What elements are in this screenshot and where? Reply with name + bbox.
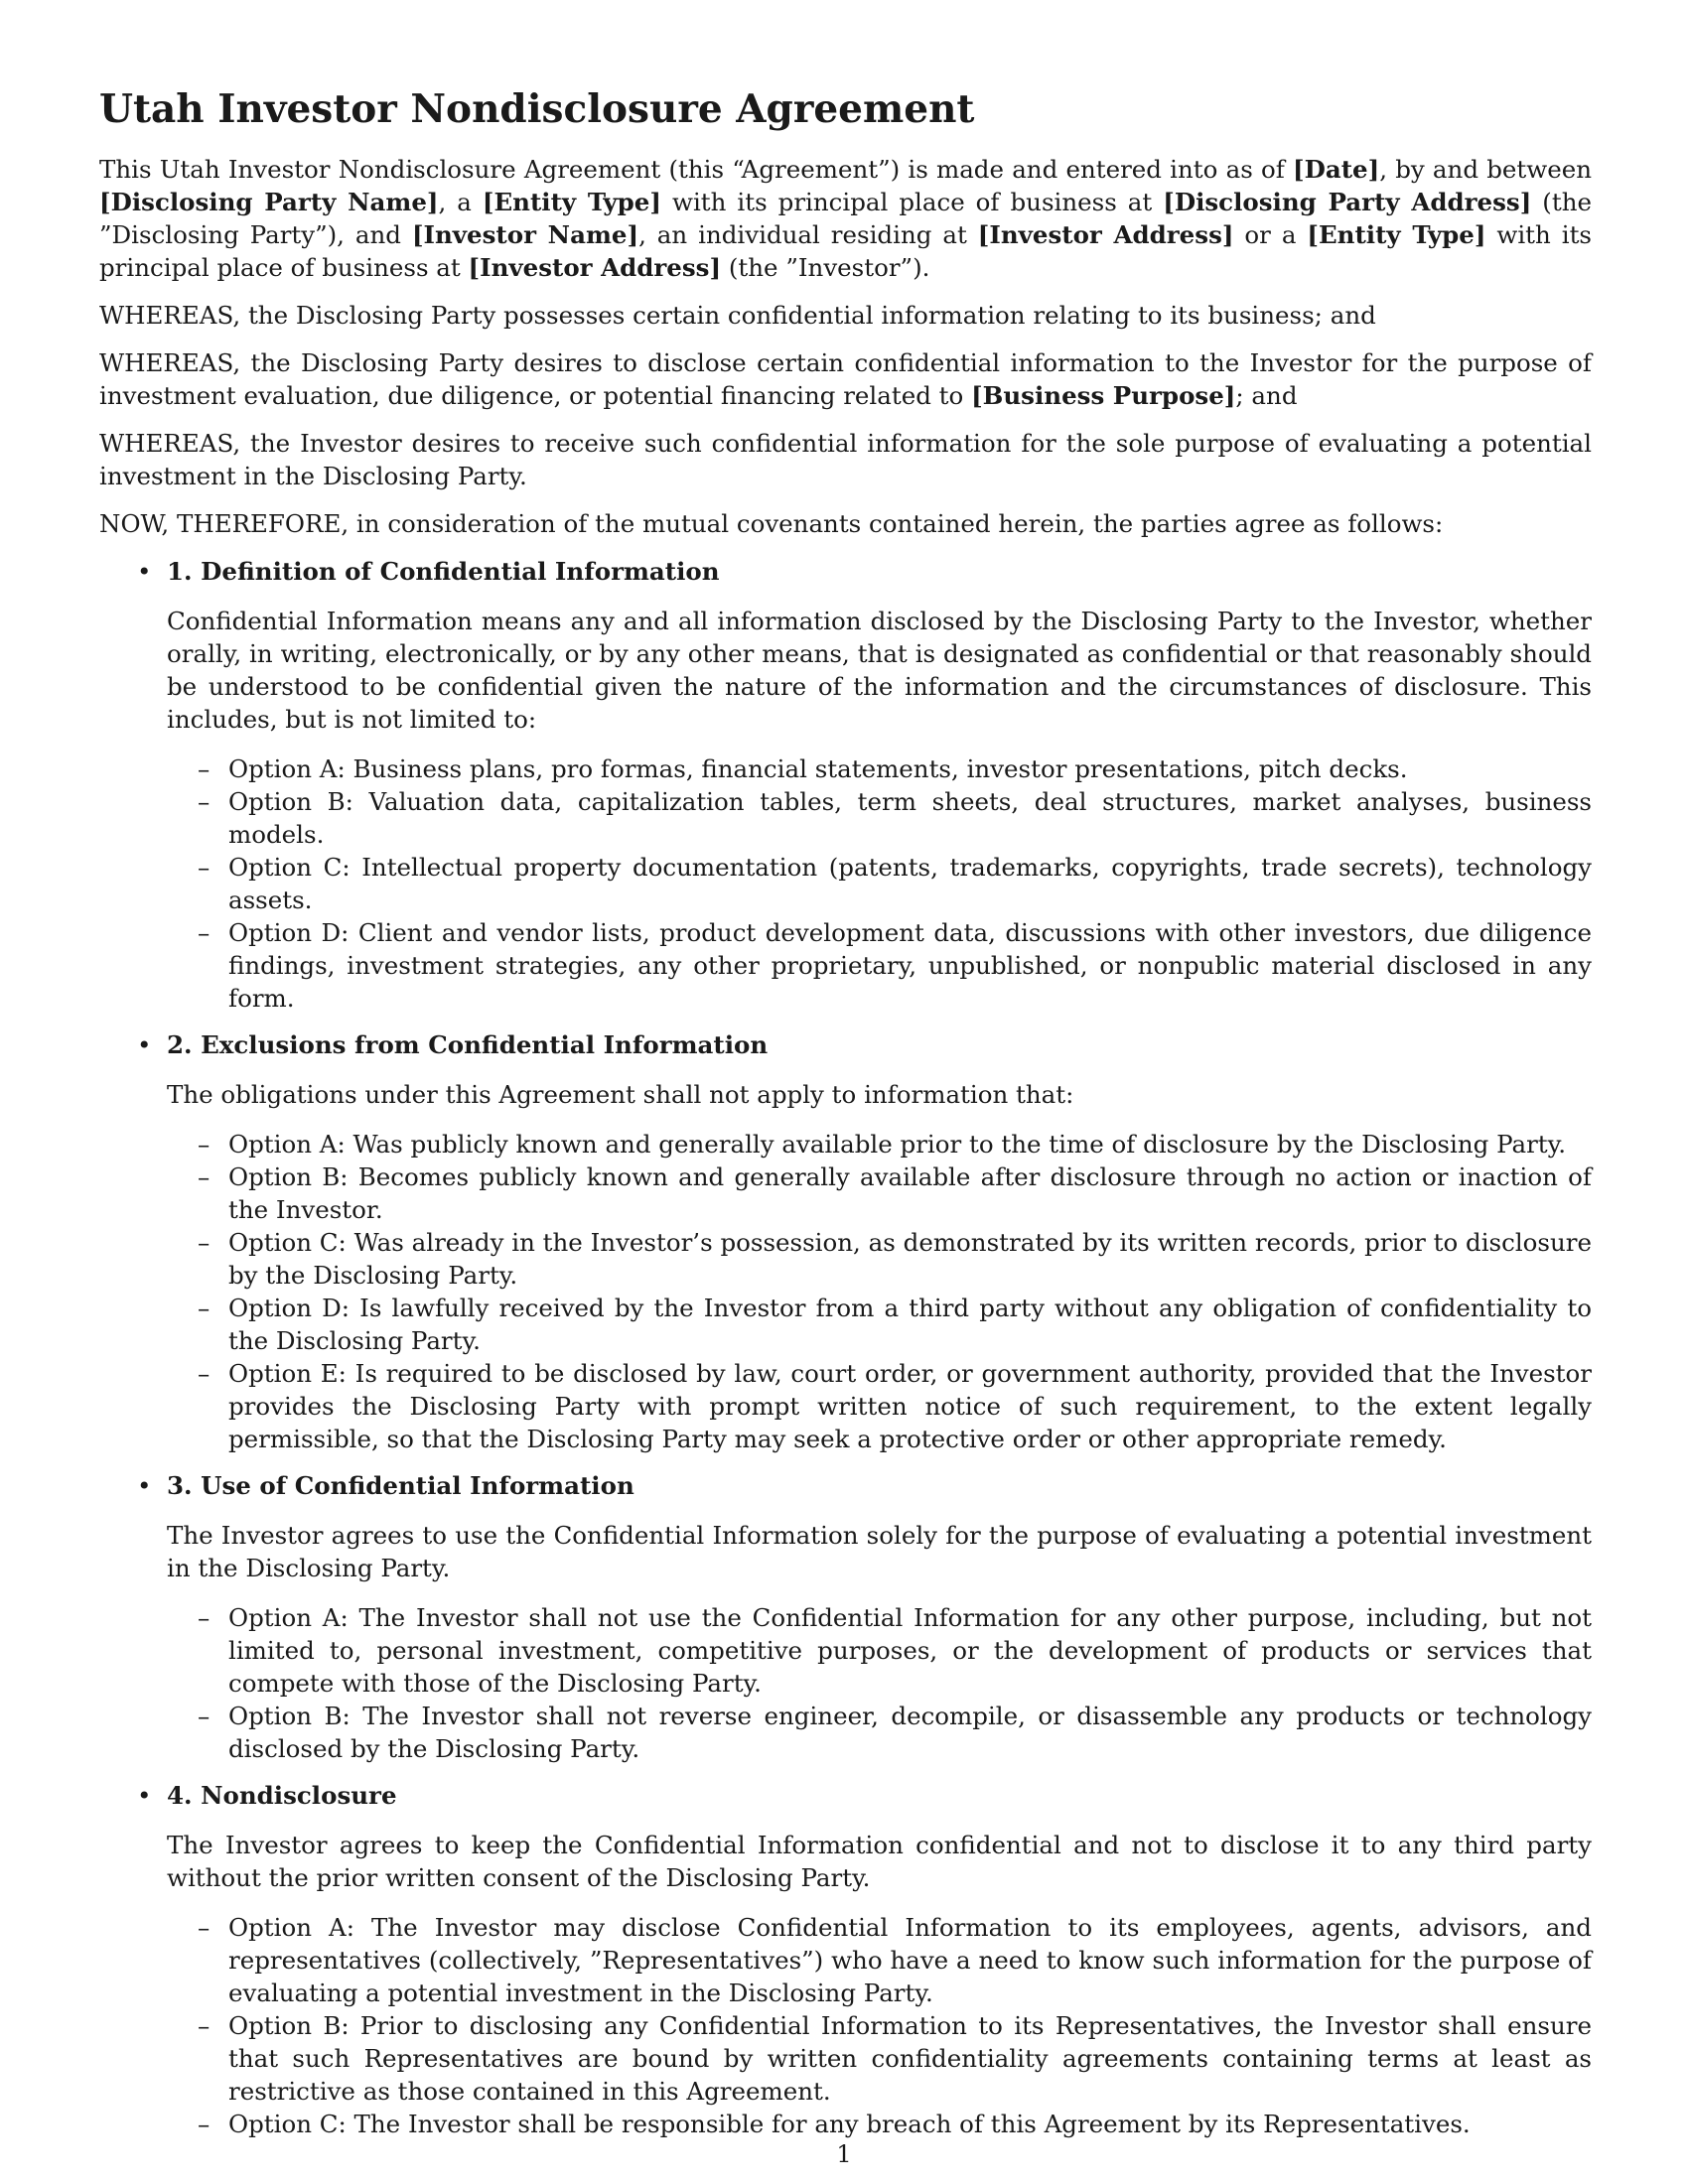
date-placeholder: [Date] — [1293, 155, 1380, 184]
dash-marker: – — [198, 1913, 211, 1942]
intro-paragraph: This Utah Investor Nondisclosure Agreement (this “Agreement”) is made and entered into as of [Date], by and between [Disclosing Party Name], a [Entity Type] with its principal place of business at [Disclosing Party Address] (the ”Disclosing Party”), and [Investor Name], an individual residing at [Investor Address] or a [Entity Type] with its principal place of business at [Investor Address] (the ”Investor”). — [99, 155, 1593, 282]
option-item — [167, 2009, 1592, 2108]
page-number: 1 — [836, 2140, 852, 2168]
option-item — [167, 752, 1592, 785]
option-text: Option A: Was publicly known and generally available prior to the time of disclosure by the Disclosing Party. — [228, 1130, 1567, 1159]
dash-marker: – — [198, 853, 211, 882]
section-body: The Investor agrees to use the Confidential Information solely for the purpose of evaluating a potential investment in the Disclosing Party. — [167, 1521, 1592, 1582]
business-purpose-placeholder: [Business Purpose] — [971, 381, 1236, 410]
option-text: Option D: Is lawfully received by the Investor from a third party without any obligation of confidentiality to the Disclosing Party. — [228, 1294, 1592, 1355]
dash-marker: – — [198, 1162, 211, 1191]
entity-type-placeholder: [Entity Type] — [482, 188, 661, 216]
investor-address-placeholder: [Investor Address] — [977, 220, 1234, 249]
option-text: Option E: Is required to be disclosed by law, court order, or government authority, provided that the Investor provides the Disclosing Party with prompt written notice of such requirement, to the extent legally permissible, so that the Disclosing Party may seek a protective order or other appropriate remedy. — [228, 1359, 1592, 1453]
option-text: Option D: Client and vendor lists, product development data, discussions with other investors, due diligence findings, investment strategies, any other proprietary, unpublished, or nonpublic material disclosed in any form. — [228, 918, 1592, 1013]
option-list — [167, 1601, 1592, 1765]
dash-marker: – — [198, 1603, 211, 1632]
option-text: Option A: Business plans, pro formas, financial statements, investor presentations, pitch decks. — [228, 754, 1408, 783]
option-item — [167, 1128, 1592, 1160]
document-page — [99, 85, 1592, 2154]
bullet-marker: • — [137, 557, 152, 586]
bullet-marker: • — [137, 1781, 152, 1810]
option-item — [167, 1700, 1592, 1765]
section-item — [99, 1028, 1592, 1455]
investor-address-placeholder: [Investor Address] — [468, 253, 722, 282]
option-item — [167, 1601, 1592, 1700]
dash-marker: – — [198, 2011, 211, 2040]
dash-marker: – — [198, 918, 211, 947]
disclosing-party-name-placeholder: [Disclosing Party Name] — [99, 188, 439, 216]
option-item — [167, 1292, 1592, 1357]
option-item — [167, 1160, 1592, 1226]
section-body: The obligations under this Agreement shall not apply to information that: — [167, 1080, 1074, 1109]
section-item — [99, 1779, 1592, 2140]
option-list — [167, 752, 1592, 1015]
option-text: Option B: Prior to disclosing any Confidential Information to its Representatives, the Investor shall ensure that such Representatives are bound by written confidentiality agreements containing terms at least as restrictive as those contained in this Agreement. — [228, 2011, 1592, 2106]
option-text: Option C: Intellectual property documentation (patents, trademarks, copyrights, trade secrets), technology assets. — [228, 853, 1592, 914]
section-list — [99, 555, 1592, 2140]
dash-marker: – — [198, 787, 211, 816]
dash-marker: – — [198, 1130, 211, 1159]
bullet-marker: • — [137, 1030, 152, 1059]
dash-marker: – — [198, 1702, 211, 1730]
section-item — [99, 555, 1592, 1015]
option-list — [167, 1128, 1592, 1455]
whereas-clause: WHEREAS, the Investor desires to receive such confidential information for the sole purpose of evaluating a potential investment in the Disclosing Party. — [99, 429, 1592, 490]
section-item — [99, 1469, 1592, 1765]
dash-marker: – — [198, 2110, 211, 2138]
option-text: Option B: Valuation data, capitalization tables, term sheets, deal structures, market analyses, business models. — [228, 787, 1592, 849]
section-heading: 4. Nondisclosure — [167, 1781, 397, 1810]
document-title: Utah Investor Nondisclosure Agreement — [99, 86, 975, 132]
dash-marker: – — [198, 754, 211, 783]
section-body: The Investor agrees to keep the Confidential Information confidential and not to disclose it to any third party without the prior written consent of the Disclosing Party. — [167, 1831, 1592, 1892]
option-item — [167, 1911, 1592, 2009]
option-item — [167, 785, 1592, 851]
option-item — [167, 916, 1592, 1015]
whereas-clause: WHEREAS, the Disclosing Party possesses certain confidential information relating to its business; and — [99, 301, 1376, 330]
investor-name-placeholder: [Investor Name] — [411, 220, 639, 249]
option-text: Option C: Was already in the Investor’s possession, as demonstrated by its written records, prior to disclosure by the Disclosing Party. — [228, 1228, 1592, 1290]
entity-type-placeholder: [Entity Type] — [1307, 220, 1486, 249]
whereas-clause: WHEREAS, the Disclosing Party desires to disclose certain confidential information to the Investor for the purpose of investment evaluation, due diligence, or potential financing related to [Business Purpose]; and — [99, 348, 1592, 410]
bullet-marker: • — [137, 1471, 152, 1500]
dash-marker: – — [198, 1359, 211, 1388]
option-item — [167, 2108, 1592, 2140]
dash-marker: – — [198, 1294, 211, 1322]
option-item — [167, 851, 1592, 916]
disclosing-party-address-placeholder: [Disclosing Party Address] — [1163, 188, 1532, 216]
now-therefore-clause: NOW, THEREFORE, in consideration of the mutual covenants contained herein, the parties agree as follows: — [99, 509, 1444, 538]
section-heading: 3. Use of Confidential Information — [167, 1471, 634, 1500]
option-text: Option B: Becomes publicly known and generally available after disclosure through no action or inaction of the Investor. — [228, 1162, 1592, 1224]
section-body: Confidential Information means any and all information disclosed by the Disclosing Party to the Investor, whether orally, in writing, electronically, or by any other means, that is designated as confidential or that reasonably should be understood to be confidential given the nature of the information and the circumstances of disclosure. This includes, but is not limited to: — [167, 607, 1592, 734]
option-list — [167, 1911, 1592, 2140]
dash-marker: – — [198, 1228, 211, 1257]
option-text: Option A: The Investor may disclose Confidential Information to its employees, agents, advisors, and representatives (collectively, ”Representatives”) who have a need to know such information for the purpose of evaluating a potential investment in the Disclosing Party. — [228, 1913, 1592, 2007]
section-heading: 2. Exclusions from Confidential Information — [167, 1030, 769, 1059]
option-text: Option A: The Investor shall not use the Confidential Information for any other purpose, including, but not limited to, personal investment, competitive purposes, or the development of products or services that compete with those of the Disclosing Party. — [228, 1603, 1592, 1698]
option-text: Option C: The Investor shall be responsible for any breach of this Agreement by its Representatives. — [228, 2110, 1471, 2138]
option-item — [167, 1357, 1592, 1455]
option-item — [167, 1226, 1592, 1292]
option-text: Option B: The Investor shall not reverse engineer, decompile, or disassemble any products or technology disclosed by the Disclosing Party. — [228, 1702, 1592, 1763]
section-heading: 1. Definition of Confidential Information — [167, 557, 720, 586]
